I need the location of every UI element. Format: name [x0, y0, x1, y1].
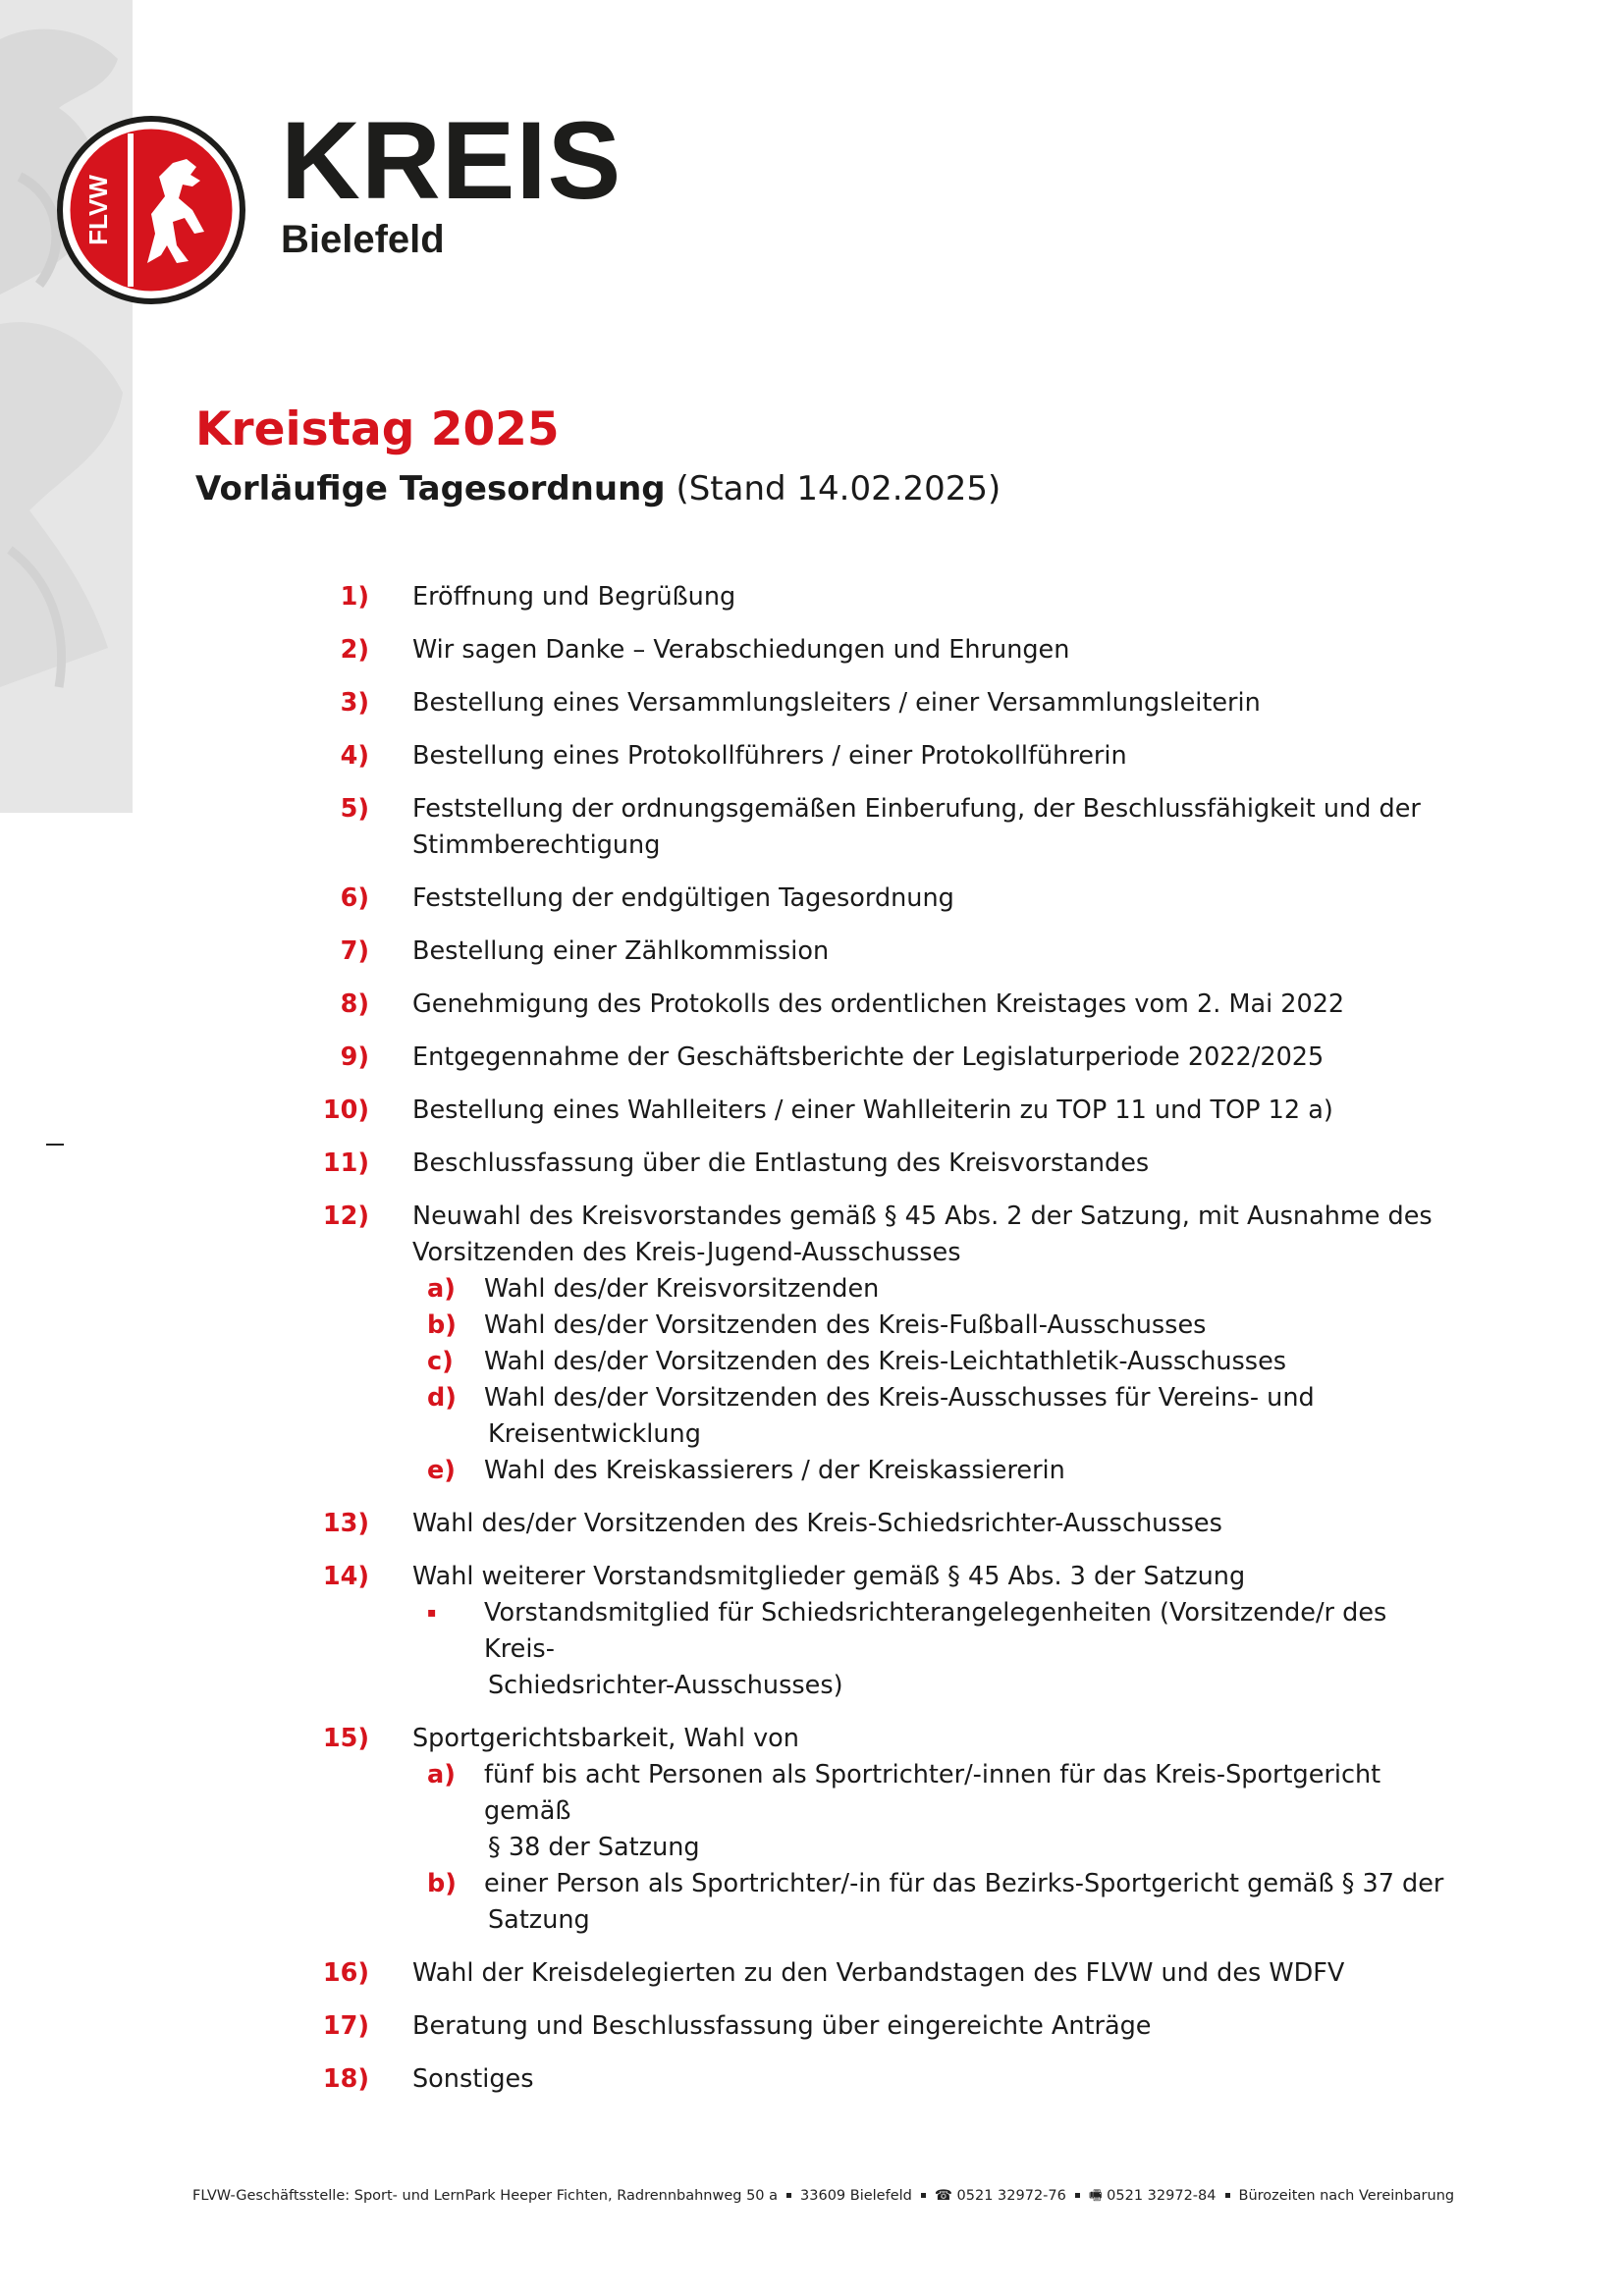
wordmark-title: KREIS	[281, 99, 622, 222]
agenda-item-number: 17)	[322, 2011, 369, 2041]
flvw-logo	[57, 116, 245, 304]
agenda-subitem-continuation: § 38 der Satzung	[488, 1833, 700, 1862]
agenda-item-body	[412, 1093, 1463, 1129]
agenda-item-body	[412, 2061, 1463, 2098]
agenda-subitem-body	[484, 1866, 1463, 1939]
subtitle-bold: Vorläufige Tagesordnung	[195, 469, 666, 508]
page-title: Kreistag 2025	[195, 402, 560, 456]
agenda-item-text: Bestellung eines Wahlleiters / einer Wahlleiterin zu TOP 11 und TOP 12 a)	[412, 1095, 1333, 1125]
agenda-item-number: 4)	[340, 741, 369, 771]
agenda-subitem-letter: d)	[427, 1383, 457, 1413]
agenda-subitem-continuation: Kreisentwicklung	[488, 1419, 701, 1449]
agenda-item-number: 5)	[340, 794, 369, 824]
agenda-item	[285, 987, 1463, 1023]
phone-icon: ☎	[934, 2188, 952, 2204]
agenda-item-body	[412, 1040, 1463, 1076]
agenda-item	[285, 738, 1463, 774]
agenda-item	[285, 1721, 1463, 1757]
fold-mark	[46, 1144, 64, 1146]
agenda-subitem-text: Vorstandsmitglied für Schiedsrichterangelegenheiten (Vorsitzende/r des Kreis-	[484, 1598, 1387, 1664]
agenda-item-number: 2)	[340, 635, 369, 665]
agenda-subitem-text: Wahl des Kreiskassierers / der Kreiskassiererin	[484, 1456, 1065, 1485]
agenda-item-number: 9)	[340, 1042, 369, 1072]
agenda-item-number: 14)	[322, 1562, 369, 1591]
footer-separator	[921, 2193, 926, 2198]
fax-icon: 🖷	[1088, 2188, 1103, 2204]
agenda-item-body	[412, 934, 1463, 970]
agenda-item	[285, 1955, 1463, 1992]
footer-phone: 0521 32972-76	[956, 2188, 1066, 2204]
subtitle-date: (Stand 14.02.2025)	[676, 469, 1001, 508]
agenda-subitem	[427, 1595, 1463, 1704]
agenda-item	[285, 1199, 1463, 1271]
agenda-item	[285, 881, 1463, 917]
agenda-item-text: Beratung und Beschlussfassung über eingereichte Anträge	[412, 2011, 1152, 2041]
agenda-subitem-text: Wahl des/der Kreisvorsitzenden	[484, 1274, 880, 1304]
agenda-item-number: 6)	[340, 883, 369, 913]
agenda-item-number: 12)	[322, 1201, 369, 1231]
agenda-item-body	[412, 738, 1463, 774]
agenda-item	[285, 2061, 1463, 2098]
agenda-item-text: Wahl der Kreisdelegierten zu den Verbandstagen des FLVW und des WDFV	[412, 1958, 1345, 1988]
agenda-subitems	[285, 1271, 1463, 1489]
agenda-item-body	[412, 1146, 1463, 1182]
agenda-item-text: Feststellung der endgültigen Tagesordnung	[412, 883, 954, 913]
agenda-subitem-text: Wahl des/der Vorsitzenden des Kreis-Ausschusses für Vereins- und	[484, 1383, 1315, 1413]
agenda-item-body	[412, 1506, 1463, 1542]
agenda-item	[285, 2008, 1463, 2045]
footer-office: FLVW-Geschäftsstelle: Sport- und LernPark Heeper Fichten, Radrennbahnweg 50 a	[192, 2188, 779, 2204]
agenda-subitem-text: Wahl des/der Vorsitzenden des Kreis-Leichtathletik-Ausschusses	[484, 1347, 1287, 1376]
agenda-item	[285, 1506, 1463, 1542]
agenda-subitems	[285, 1757, 1463, 1939]
agenda-item-text: Eröffnung und Begrüßung	[412, 582, 736, 612]
kreis-wordmark	[281, 99, 622, 261]
bullet-icon: ▪	[427, 1605, 437, 1621]
agenda-item	[285, 632, 1463, 668]
agenda-item	[285, 1040, 1463, 1076]
agenda-item-text: Entgegennahme der Geschäftsberichte der Legislaturperiode 2022/2025	[412, 1042, 1325, 1072]
agenda-item-text: Genehmigung des Protokolls des ordentlichen Kreistages vom 2. Mai 2022	[412, 989, 1345, 1019]
agenda-subitem	[427, 1344, 1463, 1380]
agenda-item	[285, 1093, 1463, 1129]
agenda-subitem-letter: a)	[427, 1760, 456, 1789]
agenda-item	[285, 934, 1463, 970]
agenda-item-text: Feststellung der ordnungsgemäßen Einberufung, der Beschlussfähigkeit und der Stimmberechtigung	[412, 794, 1421, 860]
agenda-subitem	[427, 1308, 1463, 1344]
agenda-item-text: Bestellung eines Protokollführers / einer Protokollführerin	[412, 741, 1127, 771]
footer-city: 33609 Bielefeld	[800, 2188, 912, 2204]
agenda-subitem-letter: c)	[427, 1347, 454, 1376]
agenda-item	[285, 791, 1463, 864]
agenda-item-body	[412, 632, 1463, 668]
agenda-item-body	[412, 791, 1463, 864]
agenda-item-text: Wahl weiterer Vorstandsmitglieder gemäß § 45 Abs. 3 der Satzung	[412, 1562, 1246, 1591]
agenda-item-number: 18)	[322, 2064, 369, 2094]
agenda-item-number: 15)	[322, 1724, 369, 1753]
agenda-item-text: Wahl des/der Vorsitzenden des Kreis-Schiedsrichter-Ausschusses	[412, 1509, 1222, 1538]
footer	[192, 2185, 1454, 2210]
agenda-item-text: Wir sagen Danke – Verabschiedungen und Ehrungen	[412, 635, 1070, 665]
agenda-item	[285, 579, 1463, 615]
agenda-item-number: 16)	[322, 1958, 369, 1988]
agenda-subitems	[285, 1595, 1463, 1704]
agenda-subitem-text: Wahl des/der Vorsitzenden des Kreis-Fußball-Ausschusses	[484, 1310, 1207, 1340]
agenda-subitem-body	[484, 1595, 1463, 1704]
agenda-item-text: Beschlussfassung über die Entlastung des Kreisvorstandes	[412, 1148, 1150, 1178]
agenda-subitem-letter: e)	[427, 1456, 456, 1485]
agenda-subitem-body	[484, 1308, 1463, 1344]
footer-separator	[786, 2193, 791, 2198]
agenda-item-number: 1)	[340, 582, 369, 612]
agenda-subitem	[427, 1866, 1463, 1939]
agenda-list	[285, 579, 1463, 2114]
agenda-item-number: 13)	[322, 1509, 369, 1538]
agenda-subitem	[427, 1453, 1463, 1489]
agenda-subitem-body	[484, 1344, 1463, 1380]
agenda-item-body	[412, 1199, 1463, 1271]
agenda-subitem	[427, 1271, 1463, 1308]
agenda-subitem-letter: b)	[427, 1310, 457, 1340]
agenda-item-body	[412, 579, 1463, 615]
agenda-subitem-body	[484, 1271, 1463, 1308]
page-subtitle	[195, 469, 1001, 508]
agenda-item	[285, 685, 1463, 721]
agenda-item-body	[412, 1559, 1463, 1595]
agenda-item-body	[412, 881, 1463, 917]
wordmark-subtitle: Bielefeld	[281, 218, 445, 261]
agenda-subitem-continuation: Schiedsrichter-Ausschusses)	[488, 1671, 843, 1700]
agenda-item-body	[412, 685, 1463, 721]
agenda-item-number: 7)	[340, 936, 369, 966]
agenda-item-body	[412, 1955, 1463, 1992]
agenda-item-text: Bestellung eines Versammlungsleiters / einer Versammlungsleiterin	[412, 688, 1261, 718]
agenda-item-number: 8)	[340, 989, 369, 1019]
svg-text:FLVW: FLVW	[82, 175, 113, 245]
agenda-subitem-continuation: Satzung	[488, 1905, 590, 1935]
agenda-item	[285, 1559, 1463, 1595]
agenda-subitem-body	[484, 1380, 1463, 1453]
footer-separator	[1225, 2193, 1230, 2198]
footer-separator	[1075, 2193, 1080, 2198]
agenda-item-text: Bestellung einer Zählkommission	[412, 936, 830, 966]
footer-fax: 0521 32972-84	[1107, 2188, 1217, 2204]
agenda-subitem-letter: b)	[427, 1869, 457, 1898]
agenda-item-body	[412, 987, 1463, 1023]
agenda-item-text: Sonstiges	[412, 2064, 534, 2094]
agenda-item-number: 11)	[322, 1148, 369, 1178]
agenda-subitem-body	[484, 1757, 1463, 1866]
agenda-item-number: 10)	[322, 1095, 369, 1125]
agenda-subitem-text: einer Person als Sportrichter/-in für das Bezirks-Sportgericht gemäß § 37 der	[484, 1869, 1444, 1898]
agenda-item-body	[412, 1721, 1463, 1757]
agenda-item-body	[412, 2008, 1463, 2045]
agenda-item-text: Neuwahl des Kreisvorstandes gemäß § 45 Abs. 2 der Satzung, mit Ausnahme des Vorsitzenden des Kreis-Jugend-Ausschusses	[412, 1201, 1433, 1267]
footer-hours: Bürozeiten nach Vereinbarung	[1238, 2188, 1455, 2204]
agenda-subitem-body	[484, 1453, 1463, 1489]
agenda-item-number: 3)	[340, 688, 369, 718]
agenda-subitem	[427, 1380, 1463, 1453]
agenda-subitem-text: fünf bis acht Personen als Sportrichter/-innen für das Kreis-Sportgericht gemäß	[484, 1760, 1381, 1826]
agenda-subitem	[427, 1757, 1463, 1866]
agenda-item-text: Sportgerichtsbarkeit, Wahl von	[412, 1724, 799, 1753]
agenda-subitem-letter: a)	[427, 1274, 456, 1304]
agenda-item	[285, 1146, 1463, 1182]
